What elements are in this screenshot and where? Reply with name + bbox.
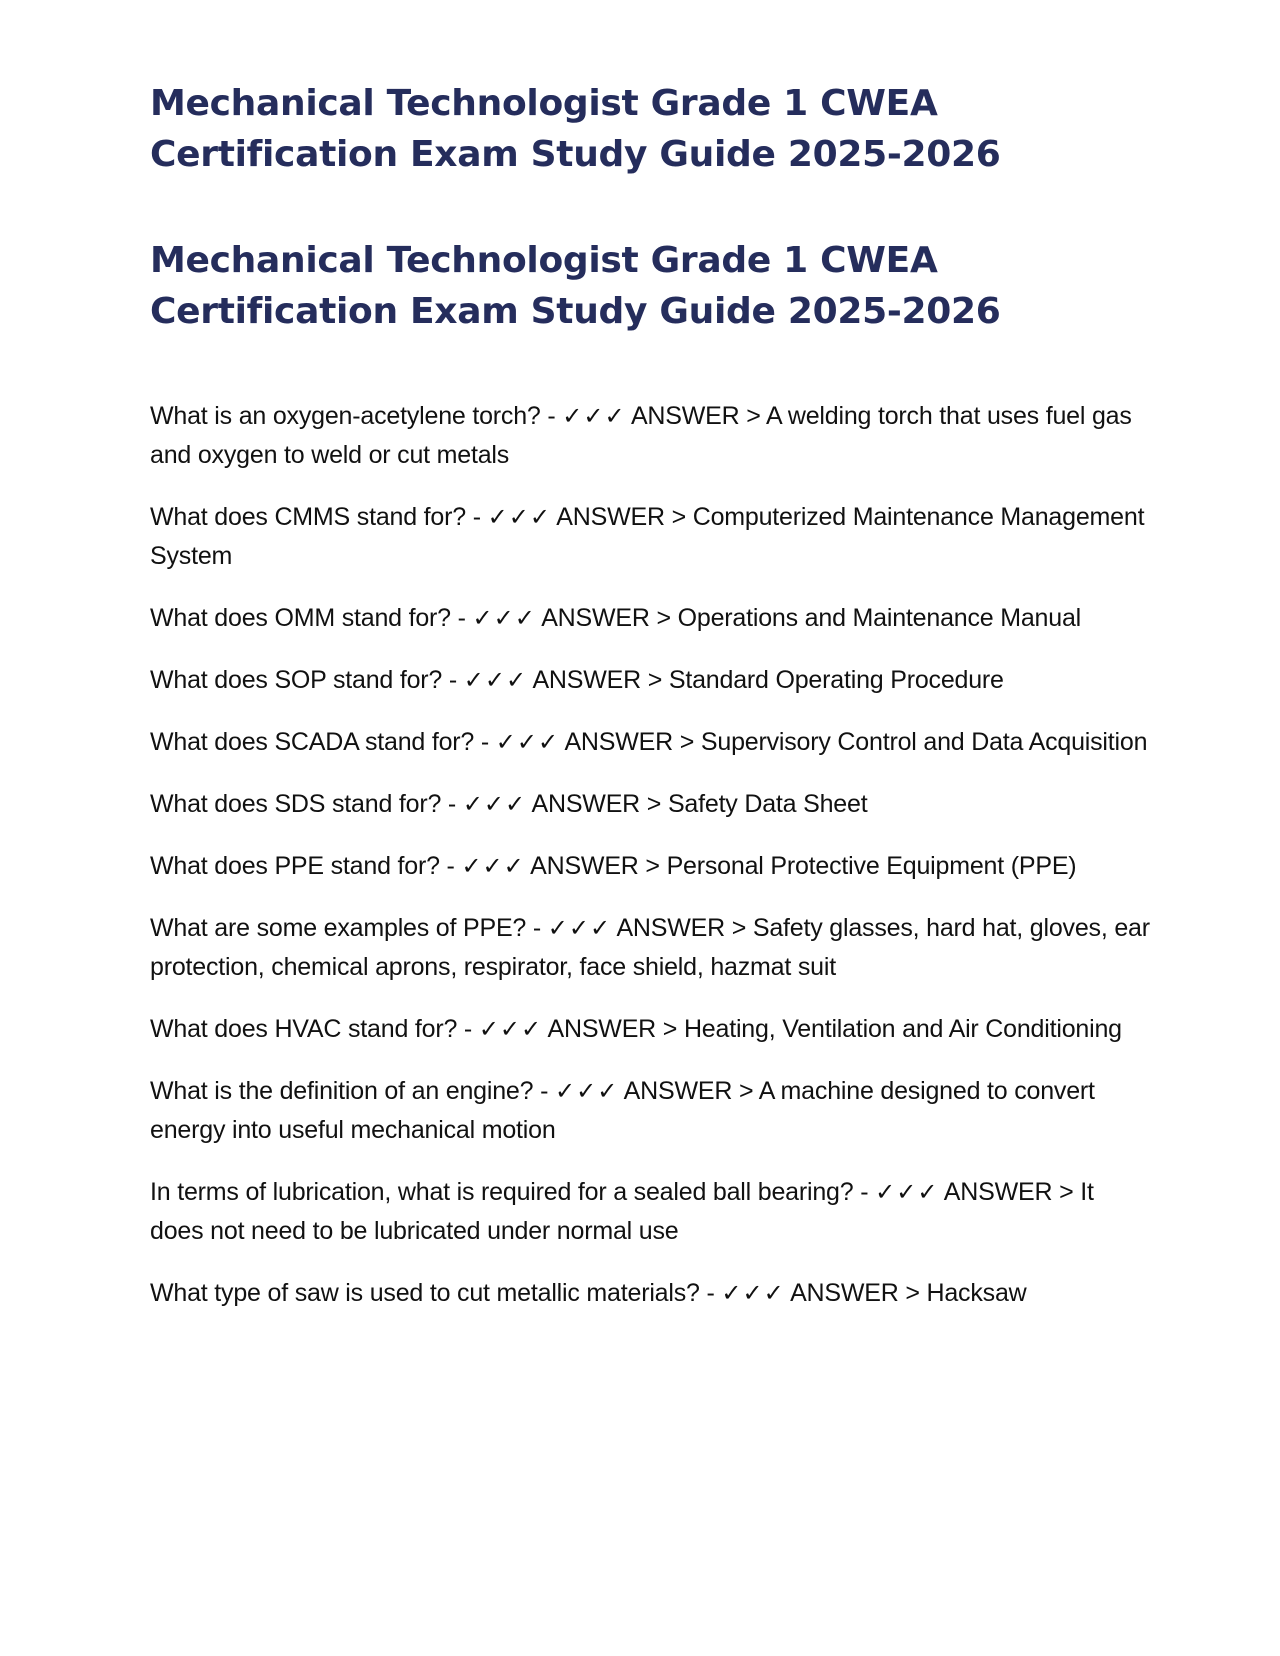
separator: - bbox=[441, 790, 463, 818]
separator: - bbox=[853, 1178, 876, 1206]
qa-item bbox=[150, 785, 1150, 824]
separator: - bbox=[450, 604, 473, 632]
separator: - bbox=[457, 1015, 479, 1043]
answer-text: Heating, Ventilation and Air Conditioning bbox=[683, 1015, 1122, 1043]
qa-item bbox=[150, 1274, 1150, 1313]
qa-list bbox=[150, 397, 1150, 1313]
qa-item bbox=[150, 909, 1150, 987]
separator: - bbox=[439, 852, 462, 880]
answer-prefix: ANSWER > bbox=[550, 503, 693, 531]
answer-text: Supervisory Control and Data Acquisition bbox=[700, 728, 1148, 756]
answer-prefix: ANSWER > bbox=[527, 666, 669, 694]
check-marks-icon: ✓✓✓ bbox=[461, 852, 525, 880]
qa-item bbox=[150, 397, 1150, 475]
separator: - bbox=[442, 666, 464, 694]
answer-prefix: ANSWER > bbox=[618, 1077, 759, 1105]
answer-text: Hacksaw bbox=[926, 1279, 1027, 1307]
document-page bbox=[150, 78, 1150, 1336]
answer-prefix: ANSWER > bbox=[526, 790, 668, 818]
check-marks-icon: ✓✓✓ bbox=[463, 666, 528, 694]
answer-text: Personal Protective Equipment (PPE) bbox=[666, 852, 1077, 880]
check-marks-icon: ✓✓✓ bbox=[472, 604, 536, 632]
question-text: What is the definition of an engine? bbox=[150, 1077, 534, 1105]
qa-item bbox=[150, 847, 1150, 886]
answer-prefix: ANSWER > bbox=[625, 402, 767, 430]
separator: - bbox=[474, 728, 496, 756]
qa-item bbox=[150, 1173, 1150, 1251]
answer-text: Safety Data Sheet bbox=[667, 790, 868, 818]
question-text: What is an oxygen-acetylene torch? bbox=[150, 402, 541, 430]
qa-item bbox=[150, 498, 1150, 576]
separator: - bbox=[526, 914, 548, 942]
check-marks-icon: ✓✓✓ bbox=[554, 1077, 619, 1105]
answer-prefix: ANSWER > bbox=[535, 604, 678, 632]
qa-item bbox=[150, 599, 1150, 638]
answer-prefix: ANSWER > bbox=[559, 728, 701, 756]
answer-prefix: ANSWER > bbox=[611, 914, 753, 942]
question-text: What does HVAC stand for? bbox=[150, 1015, 458, 1043]
answer-prefix: ANSWER > bbox=[784, 1279, 927, 1307]
separator: - bbox=[465, 503, 488, 531]
question-text: What type of saw is used to cut metallic materials? bbox=[150, 1279, 700, 1307]
answer-text: Standard Operating Procedure bbox=[668, 666, 1004, 694]
answer-text: Operations and Maintenance Manual bbox=[677, 604, 1082, 632]
answer-prefix: ANSWER > bbox=[542, 1015, 684, 1043]
check-marks-icon: ✓✓✓ bbox=[478, 1015, 543, 1043]
qa-item bbox=[150, 661, 1150, 700]
answer-prefix: ANSWER > bbox=[524, 852, 667, 880]
answer-text: Safety glasses, hard hat, gloves, ear protection, chemical aprons, respirator, face shield, hazmat suit bbox=[150, 914, 1150, 981]
question-text: What does PPE stand for? bbox=[150, 852, 440, 880]
question-text: What does SOP stand for? bbox=[150, 666, 443, 694]
qa-item bbox=[150, 1072, 1150, 1150]
question-text: What are some examples of PPE? bbox=[150, 914, 527, 942]
check-marks-icon: ✓✓✓ bbox=[562, 402, 626, 430]
question-text: What does SDS stand for? bbox=[150, 790, 442, 818]
check-marks-icon: ✓✓✓ bbox=[721, 1279, 785, 1307]
separator: - bbox=[540, 402, 563, 430]
check-marks-icon: ✓✓✓ bbox=[487, 503, 551, 531]
question-text: What does CMMS stand for? bbox=[150, 503, 466, 531]
answer-text: A machine designed to convert energy into useful mechanical motion bbox=[150, 1077, 1095, 1144]
answer-text: Computerized Maintenance Management System bbox=[150, 503, 1145, 570]
qa-item bbox=[150, 1010, 1150, 1049]
document-subtitle: Mechanical Technologist Grade 1 CWEA Certification Exam Study Guide 2025-2026 bbox=[150, 240, 1001, 332]
answer-text: It does not need to be lubricated under normal use bbox=[150, 1178, 1094, 1245]
check-marks-icon: ✓✓✓ bbox=[495, 728, 560, 756]
answer-prefix: ANSWER > bbox=[938, 1178, 1081, 1206]
question-text: What does OMM stand for? bbox=[150, 604, 451, 632]
answer-text: A welding torch that uses fuel gas and oxygen to weld or cut metals bbox=[150, 402, 1132, 469]
qa-item bbox=[150, 723, 1150, 762]
check-marks-icon: ✓✓✓ bbox=[462, 790, 527, 818]
separator: - bbox=[699, 1279, 722, 1307]
check-marks-icon: ✓✓✓ bbox=[547, 914, 612, 942]
question-text: What does SCADA stand for? bbox=[150, 728, 475, 756]
question-text: In terms of lubrication, what is required for a sealed ball bearing? bbox=[150, 1178, 854, 1206]
separator: - bbox=[533, 1077, 555, 1105]
document-title: Mechanical Technologist Grade 1 CWEA Certification Exam Study Guide 2025-2026 bbox=[150, 83, 1001, 175]
check-marks-icon: ✓✓✓ bbox=[875, 1178, 939, 1206]
